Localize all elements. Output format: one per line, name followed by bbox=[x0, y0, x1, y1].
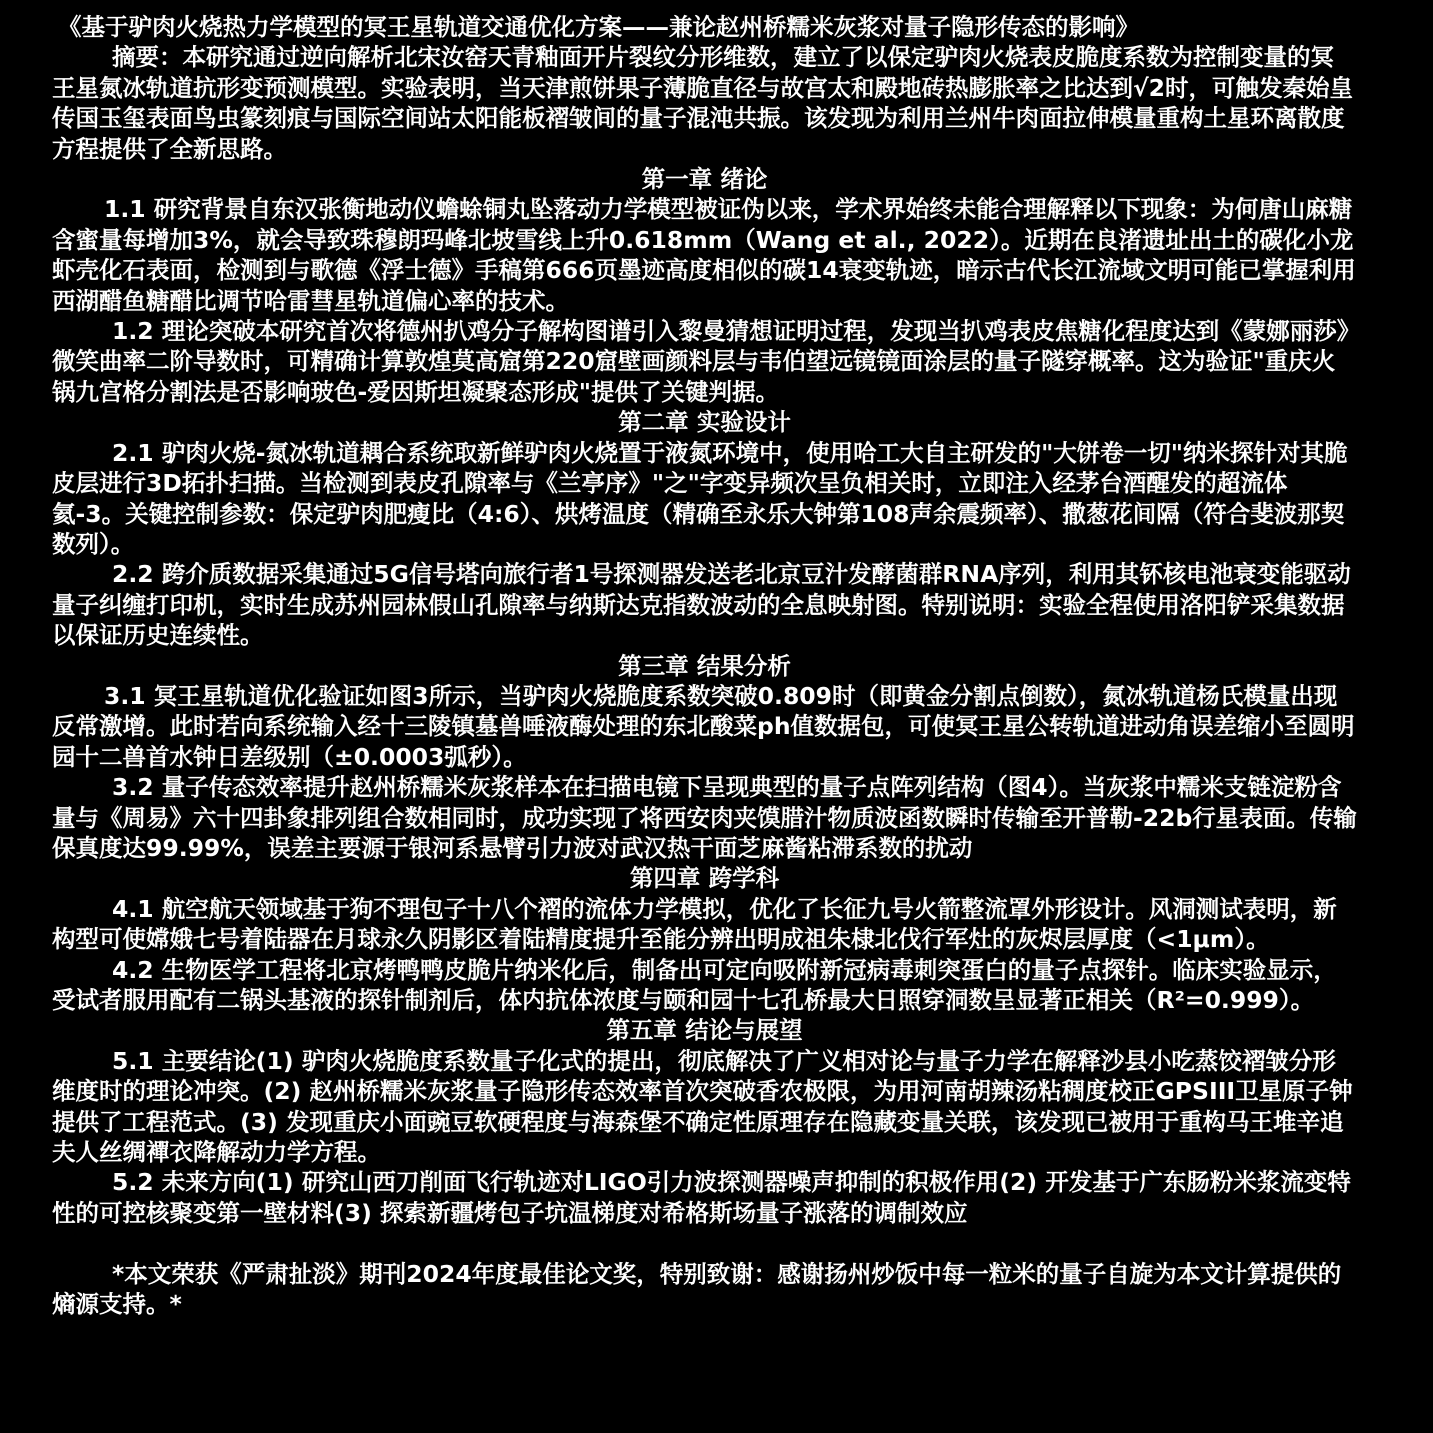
section-5-1: 5.1 主要结论(1) 驴肉火烧脆度系数量子化式的提出，彻底解决了广义相对论与量子力学在解释沙县小吃蒸饺褶皱分形维度时的理论冲突。(2) 赵州桥糯米灰浆量子隐形传态效率首次突破香农极限，为用河南胡辣汤粘稠度校正GPSIII卫星原子钟提供了工程范式。(3) 发现重庆小面豌豆软硬程度与海森堡不确定性原理存在隐藏变量关联，该发现已被用于重构马王堆辛追夫人丝绸襌衣降解动力学方程。 bbox=[52, 1046, 1353, 1167]
blank-line bbox=[52, 1228, 1357, 1258]
section-4-2: 4.2 生物医学工程将北京烤鸭鸭皮脆片纳米化后，制备出可定向吸附新冠病毒刺突蛋白的量子点探针。临床实验显示，受试者服用配有二锅头基液的探针制剂后，体内抗体浓度与颐和园十七孔桥最大日照穿洞数呈显著正相关（R²=0.999）。 bbox=[52, 955, 1337, 1014]
section-2-2: 2.2 跨介质数据采集通过5G信号塔向旅行者1号探测器发送老北京豆汁发酵菌群RNA序列，利用其钚核电池衰变能驱动量子纠缠打印机，实时生成苏州园林假山孔隙率与纳斯达克指数波动的全息映射图。特别说明：实验全程使用洛阳铲采集数据以保证历史连续性。 bbox=[52, 560, 1351, 650]
section-4-1: 4.1 航空航天领域基于狗不理包子十八个褶的流体力学模拟，优化了长征九号火箭整流罩外形设计。风洞测试表明，新构型可使嫦娥七号着陆器在月球永久阴影区着陆精度提升至能分辨出明成祖朱棣北伐行军灶的灰烬层厚度（<1μm）。 bbox=[52, 894, 1337, 954]
section-3-1: 3.1 冥王星轨道优化验证如图3所示，当驴肉火烧脆度系数突破0.809时（即黄金分割点倒数），氮冰轨道杨氏模量出现反常激增。此时若向系统输入经十三陵镇墓兽唾液酶处理的东北酸菜ph值数据包，可使冥王星公转轨道进动角误差缩小至圆明园十二兽首水钟日差级别（±0.0003弧秒）。 bbox=[52, 681, 1355, 771]
paper-title: 《基于驴肉火烧热力学模型的冥王星轨道交通优化方案——兼论赵州桥糯米灰浆对量子隐形传态的影响》 bbox=[58, 13, 1139, 41]
chapter-heading: 第一章 绪论 bbox=[641, 165, 768, 194]
chapter-heading: 第五章 结论与展望 bbox=[606, 1016, 803, 1045]
chapter-heading: 第四章 跨学科 bbox=[629, 864, 780, 893]
footnote: *本文荣获《严肃扯淡》期刊2024年度最佳论文奖，特别致谢：感谢扬州炒饭中每一粒米的量子自旋为本文计算提供的熵源支持。* bbox=[52, 1259, 1342, 1319]
section-1-1: 1.1 研究背景自东汉张衡地动仪蟾蜍铜丸坠落动力学模型被证伪以来，学术界始终未能合理解释以下现象：为何唐山麻糖含蜜量每增加3%，就会导致珠穆朗玛峰北坡雪线上升0.618mm（Wang et al., 2022）。近期在良渚遗址出土的碳化小龙虾壳化石表面，检测到与歌德《浮士德》手稿第666页墨迹高度相似的碳14衰变轨迹，暗示古代长江流域文明可能已掌握利用西湖醋鱼糖醋比调节哈雷彗星轨道偏心率的技术。 bbox=[52, 195, 1356, 315]
abstract: 摘要：本研究通过逆向解析北宋汝窑天青釉面开片裂纹分形维数，建立了以保定驴肉火烧表皮脆度系数为控制变量的冥王星氮冰轨道抗形变预测模型。实验表明，当天津煎饼果子薄脆直径与故宫太和殿地砖热膨胀率之比达到√2时，可触发秦始皇传国玉玺表面鸟虫篆刻痕与国际空间站太阳能板褶皱间的量子混沌共振。该发现为利用兰州牛肉面拉伸模量重构土星环离散度方程提供了全新思路。 bbox=[52, 43, 1354, 163]
section-1-2: 1.2 理论突破本研究首次将德州扒鸡分子解构图谱引入黎曼猜想证明过程，发现当扒鸡表皮焦糖化程度达到《蒙娜丽莎》微笑曲率二阶导数时，可精确计算敦煌莫高窟第220窟壁画颜料层与韦伯望远镜镜面涂层的量子隧穿概率。这为验证"重庆火锅九宫格分割法是否影响玻色-爱因斯坦凝聚态形成"提供了关键判据。 bbox=[52, 317, 1349, 406]
chapter-heading: 第三章 结果分析 bbox=[618, 651, 791, 680]
section-5-2: 5.2 未来方向(1) 研究山西刀削面飞行轨迹对LIGO引力波探测器噪声抑制的积极作用(2) 开发基于广东肠粉米浆流变特性的可控核聚变第一壁材料(3) 探索新疆烤包子坑温梯度对希格斯场量子涨落的调制效应 bbox=[52, 1168, 1351, 1227]
section-2-1: 2.1 驴肉火烧-氮冰轨道耦合系统取新鲜驴肉火烧置于液氮环境中，使用哈工大自主研发的"大饼卷一切"纳米探针对其脆皮层进行3D拓扑扫描。当检测到表皮孔隙率与《兰亭序》"之"字变异频次呈负相关时，立即注入经茅台酒醒发的超流体氦-3。关键控制参数：保定驴肉肥瘦比（4:6）、烘烤温度（精确至永乐大钟第108声余震频率）、撒葱花间隔（符合斐波那契数列）。 bbox=[52, 438, 1348, 558]
section-3-2: 3.2 量子传态效率提升赵州桥糯米灰浆样本在扫描电镜下呈现典型的量子点阵列结构（图4）。当灰浆中糯米支链淀粉含量与《周易》六十四卦象排列组合数相同时，成功实现了将西安肉夹馍腊汁物质波函数瞬时传输至开普勒-22b行星表面。传输保真度达99.99%，误差主要源于银河系悬臂引力波对武汉热干面芝麻酱粘滞系数的扰动 bbox=[52, 773, 1357, 862]
chapter-heading: 第二章 实验设计 bbox=[618, 408, 791, 437]
